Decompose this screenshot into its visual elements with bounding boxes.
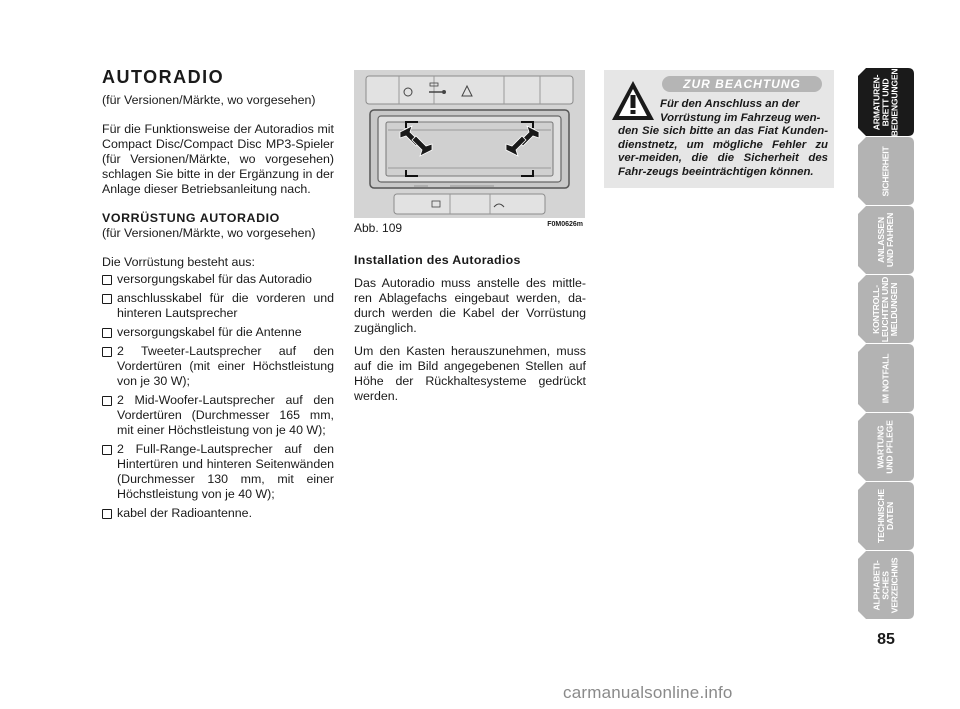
intro-paragraph: Für die Funktionsweise der Autoradios mit Compact Disc/Compact Disc MP3-Spieler (für Versionen/Märkte, wo vorgesehen) schlagen Sie bitte in der Ergänzung in der Anlage dieser Betriebsanleitung nach.	[102, 122, 334, 196]
watermark-text: carmanualsonline.info	[563, 683, 733, 702]
chapter-tab-label-wrap	[856, 66, 916, 138]
warning-text	[618, 98, 828, 180]
chapter-tab-label-wrap	[856, 204, 916, 276]
list-item: 2 Tweeter-Lautsprecher auf den Vordertüren (mit einer Höchstleistung von je 30 W);	[102, 344, 334, 389]
chapter-tab[interactable]	[856, 549, 916, 621]
chapter-tab[interactable]	[856, 66, 916, 138]
left-column	[102, 67, 334, 525]
checkbox-bullet-icon	[102, 396, 112, 406]
section-title: AUTORADIO	[102, 67, 225, 87]
installation-heading: Installation des Autoradios	[354, 253, 521, 267]
chapter-tab[interactable]	[856, 273, 916, 345]
chapter-tab-label: ALPHABETI- SCHES VERZEICHNIS	[871, 557, 900, 613]
middle-column	[354, 253, 586, 412]
chapter-tab-label-wrap	[856, 342, 916, 414]
chapter-tab-label-wrap	[856, 273, 916, 345]
list-item: 2 Mid-Woofer-Lautsprecher auf den Vordertüren (Durchmesser 165 mm, mit einer Höchstleistung von je 40 W);	[102, 393, 334, 438]
chapter-tab[interactable]	[856, 411, 916, 483]
chapter-tab-label: ANLASSEN UND FAHREN	[876, 212, 895, 268]
chapter-tab[interactable]	[856, 480, 916, 552]
warning-box	[604, 70, 834, 188]
warning-tag: ZUR BEACHTUNG	[662, 76, 822, 92]
list-intro: Die Vorrüstung besteht aus:	[102, 255, 255, 269]
figure-code: F0M0626m	[547, 221, 583, 228]
warning-line-1: Für den Anschluss an der	[660, 98, 800, 110]
subsection-subtitle: (für Versionen/Märkte, wo vorgesehen)	[102, 226, 316, 240]
checkbox-bullet-icon	[102, 275, 112, 285]
chapter-tab-label: ARMATUREN- BRETT UND BEDIENGUNGEN	[871, 68, 900, 136]
list-item: 2 Full-Range-Lautsprecher auf den Hintertüren und hinteren Seitenwänden (Durchmesser 130 mm, mit einer Höchstleistung von je 40 W);	[102, 442, 334, 502]
warning-line-rest: den Sie sich bitte an das Fiat Kunden-dienstnetz, um mögliche Fehler zu ver-meiden, die die Sicherheit des Fahr-zeugs beeinträchtigen können.	[618, 125, 828, 178]
chapter-tab-label-wrap	[856, 480, 916, 552]
installation-paragraph-1: Das Autoradio muss anstelle des mittle-ren Ablagefachs eingebaut werden, da-durch werden die Kabel der Vorrüstung zugänglich.	[354, 276, 586, 335]
list-item: versorgungskabel für das Autoradio	[102, 272, 334, 287]
chapter-tab-label: WARTUNG UND PFLEGE	[875, 420, 895, 474]
page-number: 85	[877, 631, 895, 648]
chapter-tab-label-wrap	[856, 549, 916, 621]
checkbox-bullet-icon	[102, 294, 112, 304]
warning-line-2: Vorrüstung im Fahrzeug wen-	[660, 111, 821, 124]
chapter-tab[interactable]	[856, 342, 916, 414]
subsection-heading: VORRÜSTUNG AUTORADIO	[102, 211, 280, 225]
list-item: anschlusskabel für die vorderen und hinteren Lautsprecher	[102, 291, 334, 321]
installation-paragraph-2: Um den Kasten herauszunehmen, muss auf die im Bild angegebenen Stellen auf Höhe der Rückhaltesysteme gedrückt werden.	[354, 344, 586, 403]
equipment-list	[102, 272, 334, 521]
chapter-tab-label-wrap	[856, 411, 916, 483]
chapter-tab-label: IM NOTFALL	[880, 353, 891, 403]
chapter-tab-label: KONTROLL- LEUCHTEN UND MELDUNGEN	[871, 276, 900, 342]
checkbox-bullet-icon	[102, 509, 112, 519]
section-subtitle: (für Versionen/Märkte, wo vorgesehen)	[102, 93, 316, 107]
chapter-tab-label: SICHERHEIT	[880, 145, 891, 197]
chapter-tab-label: TECHNISCHE DATEN	[876, 489, 895, 543]
chapter-tab[interactable]	[856, 135, 916, 207]
figure-caption-row	[354, 221, 585, 235]
chapter-tab-label-wrap	[856, 135, 916, 207]
chapter-tab[interactable]	[856, 204, 916, 276]
checkbox-bullet-icon	[102, 445, 112, 455]
checkbox-bullet-icon	[102, 328, 112, 338]
list-item: versorgungskabel für die Antenne	[102, 325, 334, 340]
list-item: kabel der Radioantenne.	[102, 506, 334, 521]
compartment-drawing	[354, 70, 585, 218]
figure-caption: Abb. 109	[354, 221, 403, 235]
dashboard-compartment-illustration	[354, 70, 585, 218]
checkbox-bullet-icon	[102, 347, 112, 357]
